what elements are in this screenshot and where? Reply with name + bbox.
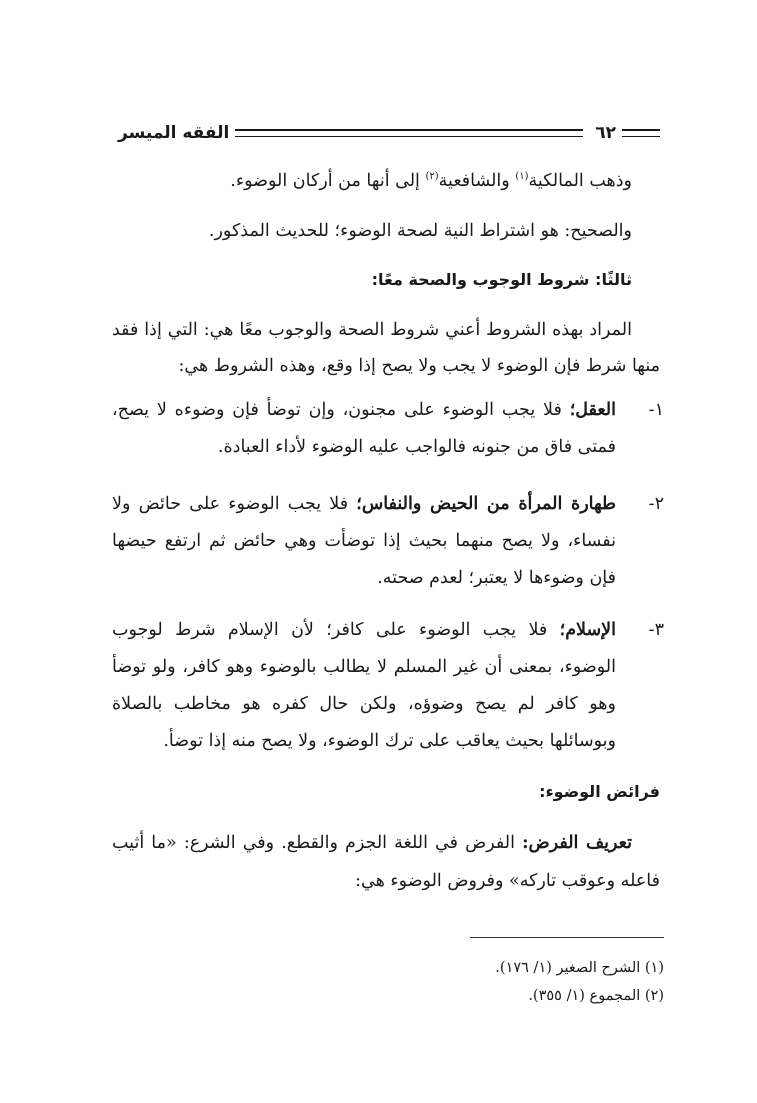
list-lead: طهارة المرأة من الحيض والنفاس؛ [356,494,616,514]
list-number: ٣- [648,620,664,640]
paragraph-text: إلى أنها من أركان الوضوء. [230,171,426,191]
definition-lead: تعريف الفرض: [522,833,632,853]
list-body: فلا يجب الوضوء على مجنون، وإن توضأ فإن وضوءه لا يصح، فمتى فاق من جنونه فالواجب عليه الوضوء لأداء العبادة. [112,400,616,457]
list-text [112,392,616,466]
footnote-ref-1[interactable]: (١) [515,171,529,183]
list-text [112,612,616,760]
list-text [112,486,616,597]
header-rule [235,129,583,137]
paragraph-sahih: والصحيح: هو اشتراط النية لصحة الوضوء؛ للحديث المذكور. [208,221,632,241]
page-number: ٦٢ [595,123,616,143]
list-lead: الإسلام؛ [559,620,616,640]
list-item [112,392,664,466]
paragraph-text: وذهب المالكية [528,171,632,191]
paragraph-malikiyya [112,166,660,197]
definition-text: الفرض في اللغة الجزم والقطع. وفي الشرع: «ما أثيب فاعله وعوقب تاركه» وفروض الوضوء هي: [112,833,660,891]
list-item [112,486,664,597]
list-body: فلا يجب الوضوء على حائض ولا نفساء، ولا يصح منهما بحيث إذا توضأت وهي حائض ثم ارتفع حيضها فإن وضوءها لا يعتبر؛ لعدم صحته. [112,494,616,588]
list-number: ١- [648,400,664,420]
list-lead: العقل؛ [569,400,616,420]
list-number: ٢- [648,494,664,514]
paragraph-conditions-intro: المراد بهذه الشروط أعني شروط الصحة والوجوب معًا هي: التي إذا فقد منها شرط فإن الوضوء لا يجب ولا يصح إذا وقع، وهذه الشروط هي: [112,320,660,376]
section-heading-faraid: فرائض الوضوء: [539,782,660,801]
header-rule-short [622,129,660,137]
footnote-1: (١) الشرح الصغير (١/ ١٧٦). [495,960,664,976]
section-heading-conditions: ثالثًا: شروط الوجوب والصحة معًا: [371,270,632,289]
paragraph-definition [112,824,660,900]
footnote-2: (٢) المجموع (١/ ٣٥٥). [528,988,664,1004]
paragraph-text: والشافعية [438,171,516,191]
book-title: الفقه الميسر [118,123,230,143]
running-header [108,118,660,148]
footnote-divider [470,937,664,938]
list-item [112,612,664,760]
list-body: فلا يجب الوضوء على كافر؛ لأن الإسلام شرط لوجوب الوضوء، بمعنى أن غير المسلم لا يطالب بالوضوء وهو كافر، ولو توضأ وهو كافر لم يصح وضوؤه، ولكن حال كفره هو مخاطب بالصلاة وبوسائلها بحيث يعاقب على ترك الوضوء، ولا يصح منه إذا توضأ. [112,620,616,751]
footnote-ref-2[interactable]: (٢) [425,171,439,183]
